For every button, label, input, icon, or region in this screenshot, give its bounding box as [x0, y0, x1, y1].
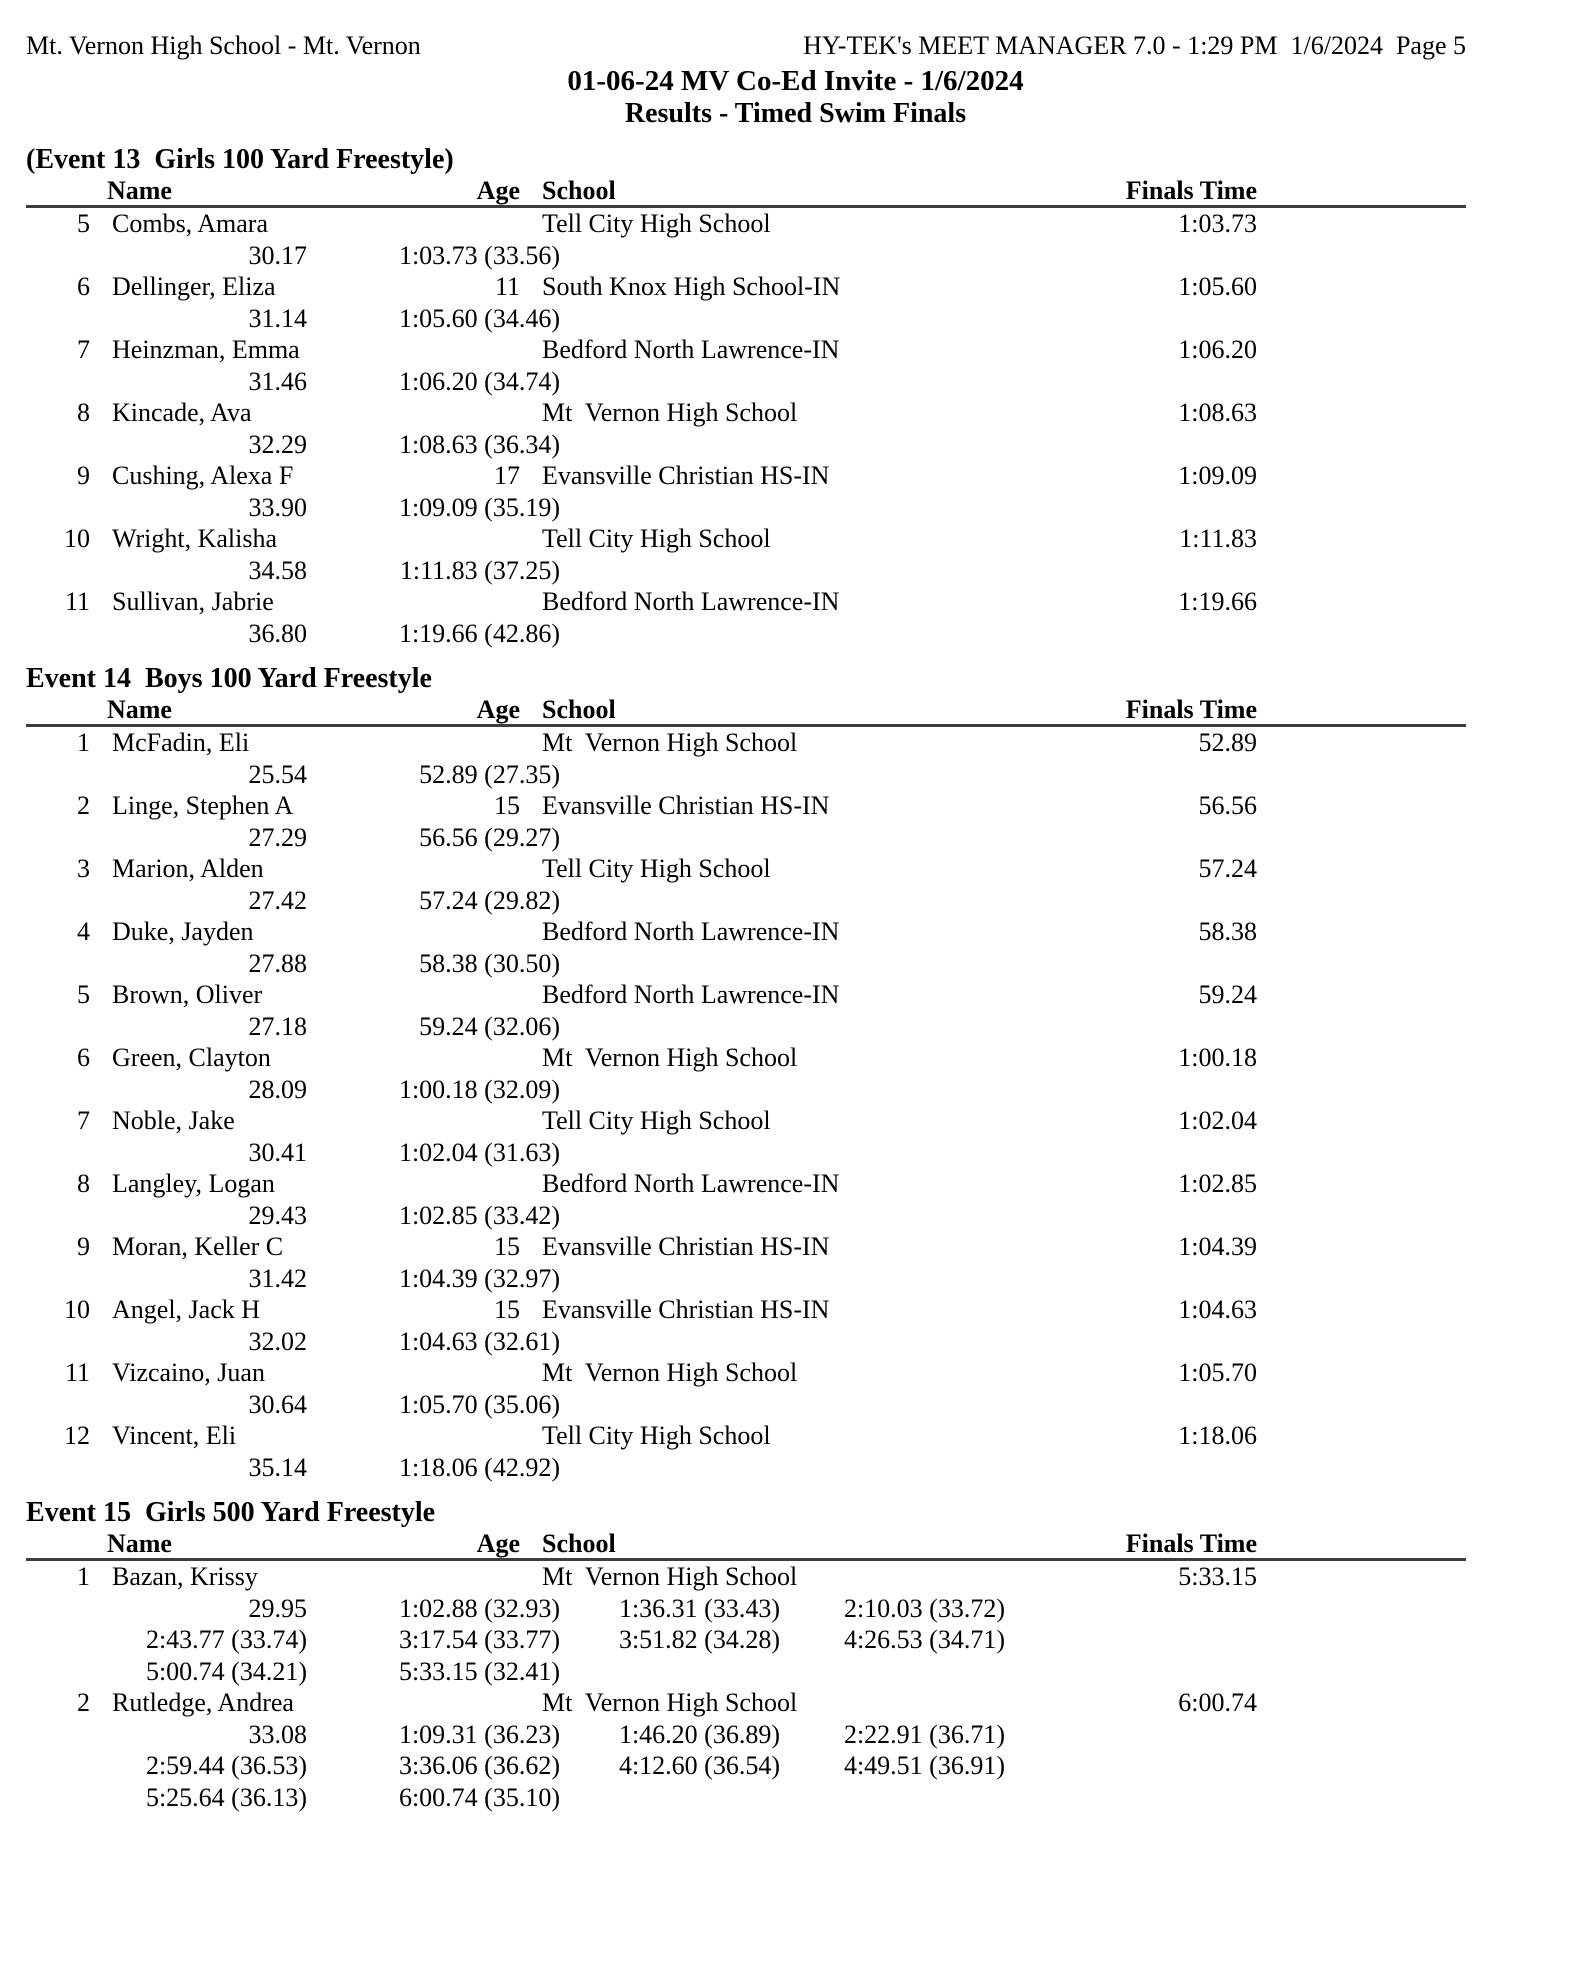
split-value: 30.17 [248, 240, 307, 270]
event-section [26, 663, 1466, 1483]
split-value [780, 1326, 1005, 1358]
result-school: Evansville Christian HS-IN [542, 791, 830, 820]
result-school: Tell City High School [542, 1421, 771, 1450]
result-name: Linge, Stephen A [112, 791, 294, 820]
result-place: 7 [77, 335, 90, 364]
result-finals-time: 1:02.85 [1178, 1169, 1257, 1198]
result-finals-time: 1:04.39 [1178, 1232, 1257, 1261]
split-line [26, 1326, 1466, 1358]
split-line [26, 303, 1466, 335]
split-value: 31.46 [248, 366, 307, 396]
result-finals-time: 5:33.15 [1178, 1562, 1257, 1591]
split-value [780, 303, 1005, 335]
result-main-line [26, 1231, 1466, 1263]
split-value: 1:11.83 (37.25) [399, 555, 560, 585]
split-value: 32.02 [248, 1326, 307, 1356]
result-row [26, 1105, 1466, 1168]
result-name: Kincade, Ava [112, 398, 252, 427]
result-finals-time: 1:19.66 [1178, 587, 1257, 616]
result-name: Sullivan, Jabrie [112, 587, 274, 616]
result-place: 9 [77, 461, 90, 490]
result-main-line [26, 271, 1466, 303]
split-value [560, 759, 780, 791]
result-name: Vizcaino, Juan [112, 1358, 265, 1387]
split-line [26, 366, 1466, 398]
result-finals-time: 57.24 [1198, 854, 1257, 883]
result-name: Vincent, Eli [112, 1421, 237, 1450]
result-school: Bedford North Lawrence-IN [542, 980, 840, 1009]
result-school: Mt Vernon High School [542, 1562, 798, 1591]
split-value [560, 492, 780, 524]
split-value [780, 618, 1005, 650]
result-finals-time: 1:00.18 [1178, 1043, 1257, 1072]
result-row [26, 208, 1466, 271]
result-school: Tell City High School [542, 209, 771, 238]
split-line [26, 1719, 1466, 1751]
split-value: 52.89 (27.35) [419, 759, 560, 789]
result-row [26, 1357, 1466, 1420]
result-main-line [26, 1294, 1466, 1326]
split-line [26, 618, 1466, 650]
split-value [780, 1389, 1005, 1421]
result-name: Dellinger, Eliza [112, 272, 276, 301]
split-line [26, 1200, 1466, 1232]
column-header-age: Age [476, 176, 520, 205]
column-header-finals-time: Finals Time [1125, 176, 1257, 205]
split-value: 25.54 [248, 759, 307, 789]
event-section [26, 144, 1466, 649]
split-value: 1:05.70 (35.06) [398, 1389, 560, 1419]
column-header-age: Age [476, 695, 520, 724]
split-value: 58.38 (30.50) [419, 948, 560, 978]
result-place: 2 [77, 791, 90, 820]
result-name: Green, Clayton [112, 1043, 271, 1072]
split-value: 1:08.63 (36.34) [398, 429, 560, 459]
split-value: 27.88 [248, 948, 307, 978]
split-line [26, 1750, 1466, 1782]
split-value [780, 1137, 1005, 1169]
result-row [26, 1042, 1466, 1105]
split-value: 3:51.82 (34.28) [618, 1625, 780, 1654]
split-line [26, 555, 1466, 587]
split-value: 2:22.91 (36.71) [843, 1719, 1005, 1749]
split-value: 3:36.06 (36.62) [398, 1751, 560, 1780]
split-value: 31.14 [248, 303, 307, 333]
result-finals-time: 56.56 [1198, 791, 1257, 820]
split-value: 31.42 [248, 1263, 307, 1293]
split-line [26, 1137, 1466, 1169]
split-value: 32.29 [248, 429, 307, 459]
result-row [26, 271, 1466, 334]
result-row [26, 460, 1466, 523]
result-school: Evansville Christian HS-IN [542, 1232, 830, 1261]
split-value [780, 240, 1005, 272]
column-header-name: Name [107, 176, 172, 205]
result-row [26, 1420, 1466, 1483]
split-value: 30.41 [248, 1137, 307, 1167]
split-value [560, 948, 780, 980]
split-value: 1:18.06 (42.92) [398, 1452, 560, 1482]
split-line [26, 240, 1466, 272]
split-value [780, 366, 1005, 398]
column-header-row [26, 1529, 1466, 1561]
result-finals-time: 1:11.83 [1179, 524, 1257, 553]
result-finals-time: 1:09.09 [1178, 461, 1257, 490]
split-value: 5:25.64 (36.13) [145, 1782, 307, 1812]
result-main-line [26, 460, 1466, 492]
result-row [26, 397, 1466, 460]
split-value [780, 948, 1005, 980]
result-place: 8 [77, 398, 90, 427]
result-place: 1 [77, 1562, 90, 1591]
result-finals-time: 1:03.73 [1178, 209, 1257, 238]
result-name: McFadin, Eli [112, 728, 250, 757]
result-main-line [26, 916, 1466, 948]
result-place: 12 [64, 1421, 90, 1450]
split-value: 35.14 [248, 1452, 307, 1482]
split-value: 36.80 [248, 618, 307, 648]
result-main-line [26, 853, 1466, 885]
result-main-line [26, 397, 1466, 429]
result-name: Brown, Oliver [112, 980, 263, 1009]
result-age: 11 [494, 272, 520, 301]
split-value: 1:46.20 (36.89) [618, 1719, 780, 1749]
result-main-line [26, 1687, 1466, 1719]
result-place: 11 [64, 587, 90, 616]
result-place: 5 [77, 980, 90, 1009]
split-value: 4:12.60 (36.54) [618, 1751, 780, 1780]
result-place: 2 [77, 1688, 90, 1717]
event-section [26, 1497, 1466, 1813]
split-line [26, 1389, 1466, 1421]
split-value: 5:00.74 (34.21) [145, 1656, 307, 1686]
result-place: 7 [77, 1106, 90, 1135]
result-school: Tell City High School [542, 524, 771, 553]
page-header-right: HY-TEK's MEET MANAGER 7.0 - 1:29 PM 1/6/2024 Page 5 [803, 31, 1466, 60]
result-row [26, 790, 1466, 853]
split-value [780, 1656, 1005, 1688]
result-school: Evansville Christian HS-IN [542, 1295, 830, 1324]
result-place: 6 [77, 272, 90, 301]
result-place: 8 [77, 1169, 90, 1198]
result-finals-time: 6:00.74 [1178, 1688, 1257, 1717]
column-header-row [26, 695, 1466, 727]
split-value: 2:43.77 (33.74) [145, 1625, 307, 1654]
split-value [560, 618, 780, 650]
split-value: 27.18 [248, 1011, 307, 1041]
split-line [26, 1263, 1466, 1295]
split-value [560, 885, 780, 917]
split-value: 29.43 [248, 1200, 307, 1230]
result-school: Bedford North Lawrence-IN [542, 1169, 840, 1198]
split-value [560, 1452, 780, 1484]
result-name: Moran, Keller C [112, 1232, 284, 1261]
split-value: 57.24 (29.82) [419, 885, 560, 915]
split-value [780, 1074, 1005, 1106]
result-name: Langley, Logan [112, 1169, 275, 1198]
result-finals-time: 1:05.70 [1178, 1358, 1257, 1387]
result-age: 17 [494, 461, 520, 490]
split-value [560, 303, 780, 335]
result-row [26, 979, 1466, 1042]
split-value [560, 240, 780, 272]
result-row [26, 1294, 1466, 1357]
result-name: Cushing, Alexa F [112, 461, 294, 490]
split-line [26, 948, 1466, 980]
split-value [560, 1263, 780, 1295]
split-value: 1:02.88 (32.93) [398, 1593, 560, 1623]
result-main-line [26, 1105, 1466, 1137]
result-row [26, 1561, 1466, 1687]
result-name: Duke, Jayden [112, 917, 254, 946]
split-value [560, 1074, 780, 1106]
result-place: 6 [77, 1043, 90, 1072]
result-finals-time: 1:04.63 [1178, 1295, 1257, 1324]
split-value: 1:00.18 (32.09) [398, 1074, 560, 1104]
events-container [26, 144, 1466, 1813]
result-row [26, 523, 1466, 586]
split-value [780, 1263, 1005, 1295]
result-school: Tell City High School [542, 1106, 771, 1135]
result-finals-time: 59.24 [1198, 980, 1257, 1009]
split-value: 56.56 (29.27) [419, 822, 560, 852]
split-value [560, 1782, 780, 1814]
result-age: 15 [494, 1295, 520, 1324]
result-main-line [26, 334, 1466, 366]
column-header-finals-time: Finals Time [1125, 1529, 1257, 1558]
split-value [780, 492, 1005, 524]
split-value [560, 366, 780, 398]
split-value [780, 885, 1005, 917]
result-row [26, 334, 1466, 397]
result-name: Rutledge, Andrea [112, 1688, 294, 1717]
result-main-line [26, 1357, 1466, 1389]
split-value [560, 1137, 780, 1169]
split-value [780, 429, 1005, 461]
split-value: 5:33.15 (32.41) [398, 1656, 560, 1686]
split-line [26, 492, 1466, 524]
split-value: 34.58 [248, 555, 307, 585]
result-name: Wright, Kalisha [112, 524, 278, 553]
result-place: 10 [64, 1295, 90, 1324]
result-place: 5 [77, 209, 90, 238]
column-header-row [26, 176, 1466, 208]
split-value: 6:00.74 (35.10) [398, 1782, 560, 1812]
result-place: 11 [64, 1358, 90, 1387]
split-line [26, 1593, 1466, 1625]
split-line [26, 885, 1466, 917]
split-value [560, 429, 780, 461]
result-school: Mt Vernon High School [542, 1688, 798, 1717]
split-value: 33.08 [248, 1719, 307, 1749]
split-value [780, 1452, 1005, 1484]
split-value [560, 1200, 780, 1232]
split-line [26, 1452, 1466, 1484]
result-finals-time: 52.89 [1198, 728, 1257, 757]
split-line [26, 1011, 1466, 1043]
split-value: 1:36.31 (33.43) [618, 1593, 780, 1623]
split-value: 4:26.53 (34.71) [843, 1625, 1005, 1654]
split-value [560, 1656, 780, 1688]
result-main-line [26, 790, 1466, 822]
result-age: 15 [494, 1232, 520, 1261]
split-value [780, 1011, 1005, 1043]
event-title: Event 15 Girls 500 Yard Freestyle [26, 1497, 436, 1528]
split-value [560, 1326, 780, 1358]
result-school: Tell City High School [542, 854, 771, 883]
result-place: 1 [77, 728, 90, 757]
result-school: Bedford North Lawrence-IN [542, 917, 840, 946]
result-school: Evansville Christian HS-IN [542, 461, 830, 490]
result-place: 4 [77, 917, 90, 946]
result-school: Bedford North Lawrence-IN [542, 335, 840, 364]
split-line [26, 1624, 1466, 1656]
split-value: 1:02.85 (33.42) [398, 1200, 560, 1230]
result-row [26, 586, 1466, 649]
result-school: Bedford North Lawrence-IN [542, 587, 840, 616]
split-value [780, 759, 1005, 791]
result-finals-time: 58.38 [1198, 917, 1257, 946]
split-value [560, 1389, 780, 1421]
result-row [26, 853, 1466, 916]
event-title: Event 14 Boys 100 Yard Freestyle [26, 663, 432, 694]
split-value: 33.90 [248, 492, 307, 522]
page-header-left: Mt. Vernon High School - Mt. Vernon [26, 31, 421, 60]
result-name: Bazan, Krissy [112, 1562, 258, 1591]
result-row [26, 916, 1466, 979]
event-title: (Event 13 Girls 100 Yard Freestyle) [26, 144, 454, 175]
column-header-name: Name [107, 695, 172, 724]
report-subtitle: Results - Timed Swim Finals [624, 98, 967, 129]
result-school: Mt Vernon High School [542, 398, 798, 427]
split-value [560, 1011, 780, 1043]
split-value [560, 555, 780, 587]
split-value: 27.42 [248, 885, 307, 915]
split-value: 1:09.31 (36.23) [398, 1719, 560, 1749]
result-age: 15 [494, 791, 520, 820]
result-name: Marion, Alden [112, 854, 264, 883]
result-name: Angel, Jack H [112, 1295, 261, 1324]
column-header-age: Age [476, 1529, 520, 1558]
result-name: Noble, Jake [112, 1106, 235, 1135]
split-value [780, 822, 1005, 854]
result-school: Mt Vernon High School [542, 1358, 798, 1387]
result-school: Mt Vernon High School [542, 1043, 798, 1072]
split-value: 30.64 [248, 1389, 307, 1419]
split-line [26, 1656, 1466, 1688]
result-main-line [26, 523, 1466, 555]
split-value [780, 1200, 1005, 1232]
split-line [26, 429, 1466, 461]
result-row [26, 727, 1466, 790]
result-main-line [26, 1168, 1466, 1200]
result-row [26, 1168, 1466, 1231]
column-header-school: School [542, 1529, 616, 1558]
result-finals-time: 1:05.60 [1178, 272, 1257, 301]
split-value [780, 1782, 1005, 1814]
split-line [26, 822, 1466, 854]
split-value: 27.29 [248, 822, 307, 852]
column-header-school: School [542, 176, 616, 205]
column-header-finals-time: Finals Time [1125, 695, 1257, 724]
result-school: Mt Vernon High School [542, 728, 798, 757]
split-value: 1:05.60 (34.46) [398, 303, 560, 333]
split-value [560, 822, 780, 854]
split-value: 1:06.20 (34.74) [398, 366, 560, 396]
split-value: 1:02.04 (31.63) [398, 1137, 560, 1167]
split-value: 29.95 [248, 1593, 307, 1623]
result-main-line [26, 1561, 1466, 1593]
result-finals-time: 1:18.06 [1178, 1421, 1257, 1450]
split-line [26, 1074, 1466, 1106]
result-finals-time: 1:08.63 [1178, 398, 1257, 427]
split-value: 2:59.44 (36.53) [145, 1751, 307, 1780]
result-row [26, 1231, 1466, 1294]
page-header [26, 30, 1466, 62]
result-name: Heinzman, Emma [112, 335, 300, 364]
split-value: 1:19.66 (42.86) [398, 618, 560, 648]
result-main-line [26, 1042, 1466, 1074]
result-place: 3 [77, 854, 90, 883]
column-header-school: School [542, 695, 616, 724]
split-value: 2:10.03 (33.72) [843, 1593, 1005, 1623]
result-main-line [26, 979, 1466, 1011]
split-value: 3:17.54 (33.77) [398, 1625, 560, 1654]
result-main-line [26, 727, 1466, 759]
result-place: 9 [77, 1232, 90, 1261]
split-line [26, 1782, 1466, 1814]
split-value: 1:04.39 (32.97) [398, 1263, 560, 1293]
result-main-line [26, 586, 1466, 618]
result-school: South Knox High School-IN [542, 272, 841, 301]
result-finals-time: 1:06.20 [1178, 335, 1257, 364]
result-name: Combs, Amara [112, 209, 268, 238]
split-value: 1:03.73 (33.56) [398, 240, 560, 270]
split-value [780, 555, 1005, 587]
meet-title: 01-06-24 MV Co-Ed Invite - 1/6/2024 [567, 65, 1024, 97]
result-place: 10 [64, 524, 90, 553]
result-finals-time: 1:02.04 [1178, 1106, 1257, 1135]
split-value: 28.09 [248, 1074, 307, 1104]
split-value: 1:09.09 (35.19) [398, 492, 560, 522]
split-value: 59.24 (32.06) [419, 1011, 560, 1041]
result-row [26, 1687, 1466, 1813]
result-main-line [26, 208, 1466, 240]
split-value: 4:49.51 (36.91) [843, 1751, 1005, 1780]
split-line [26, 759, 1466, 791]
result-main-line [26, 1420, 1466, 1452]
column-header-name: Name [107, 1529, 172, 1558]
split-value: 1:04.63 (32.61) [398, 1326, 560, 1356]
